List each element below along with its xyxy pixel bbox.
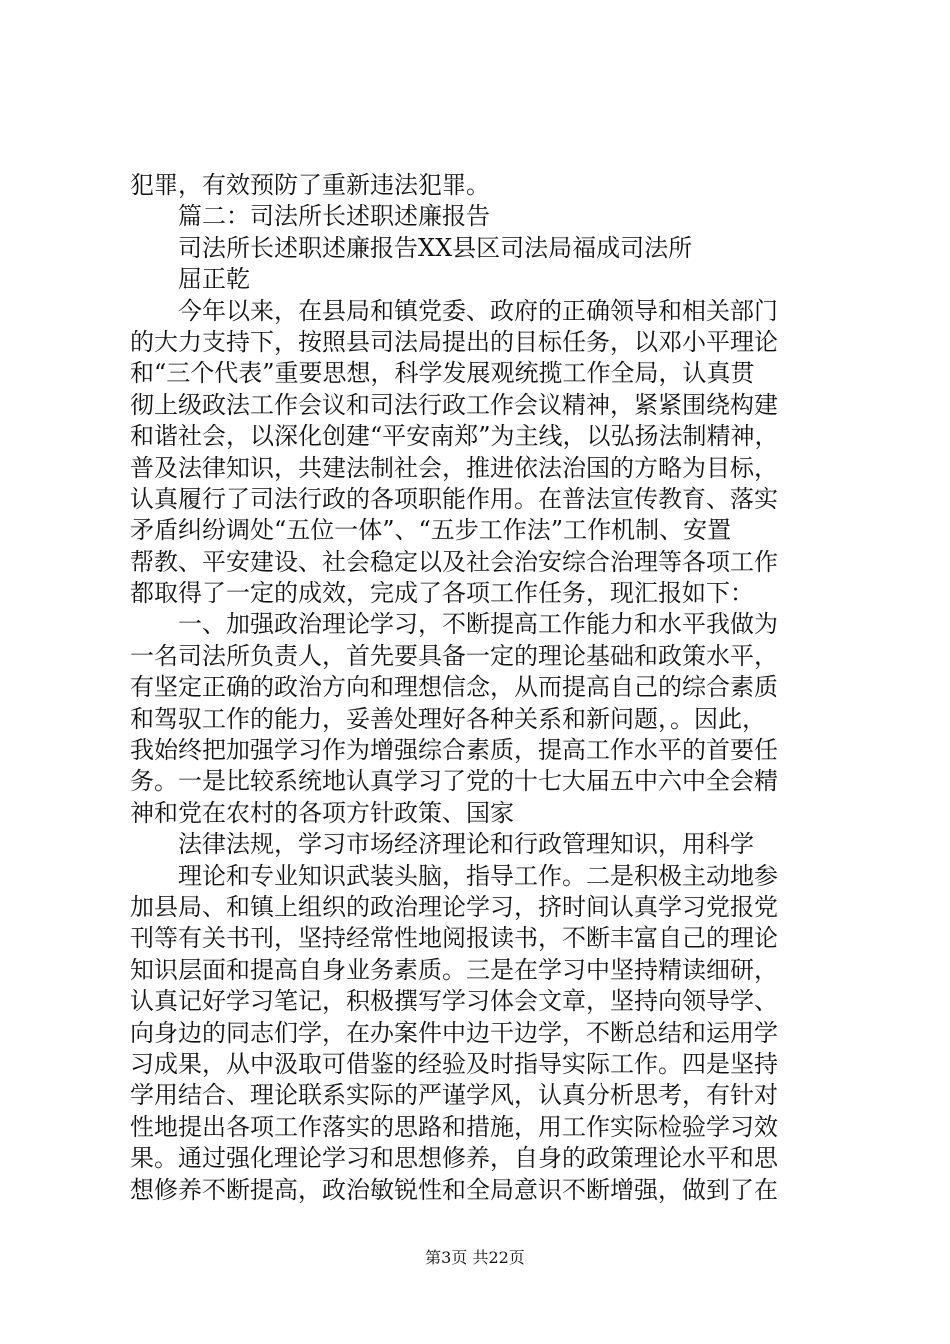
text-line: 法律法规，学习市场经济理论和行政管理知识，用科学 (178, 830, 754, 859)
text-line: 和驾驭工作的能力，妥善处理好各种关系和新问题，。因此， (130, 704, 766, 733)
text-line: 学用结合、理论联系实际的严谨学风，认真分析思考，有针对 (130, 1081, 778, 1110)
text-line: 果。通过强化理论学习和思想修养，自身的政策理论水平和思 (130, 1144, 778, 1173)
text-line: 加县局、和镇上组织的政治理论学习，挤时间认真学习党报党 (130, 892, 778, 921)
text-line: 务。一是比较系统地认真学习了党的十七大届五中六中全会精 (130, 767, 778, 796)
document-body (130, 170, 845, 1206)
text-line: 我始终把加强学习作为增强综合素质，提高工作水平的首要任 (130, 736, 778, 765)
text-line: 认真履行了司法行政的各项职能作用。在普法宣传教育、落实 (130, 484, 778, 513)
text-line: 一、加强政治理论学习，不断提高工作能力和水平我做为 (178, 610, 778, 639)
text-line: 屈正乾 (178, 265, 250, 294)
text-line: 篇二：司法所长述职述廉报告 (178, 202, 490, 231)
page-footer: 第3页 共22页 (425, 1248, 525, 1267)
text-line: 司法所长述职述廉报告XX县区司法局福成司法所 (178, 233, 693, 262)
text-line: 神和党在农村的各项方针政策、国家 (130, 798, 514, 827)
text-line: 有坚定正确的政治方向和理想信念，从而提高自己的综合素质 (130, 673, 778, 702)
text-line: 和谐社会，以深化创建“平安南郑”为主线，以弘扬法制精神， (130, 422, 779, 451)
text-line: 知识层面和提高自身业务素质。三是在学习中坚持精读细研， (130, 955, 778, 984)
text-line: 的大力支持下，按照县司法局提出的目标任务，以邓小平理论 (130, 327, 778, 356)
text-line: 刊等有关书刊，坚持经常性地阅报读书，不断丰富自己的理论 (130, 924, 778, 953)
text-line: 和“三个代表”重要思想，科学发展观统揽工作全局，认真贯 (130, 359, 755, 388)
text-line: 习成果，从中汲取可借鉴的经验及时指导实际工作。四是坚持 (130, 1049, 778, 1078)
text-line: 犯罪，有效预防了重新违法犯罪。 (130, 171, 490, 199)
text-line: 帮教、平安建设、社会稳定以及社会治安综合治理等各项工作 (130, 547, 778, 576)
text-line: 想修养不断提高，政治敏锐性和全局意识不断增强，做到了在 (130, 1175, 778, 1204)
text-line: 理论和专业知识武装头脑，指导工作。二是积极主动地参 (178, 861, 778, 890)
text-line: 认真记好学习笔记，积极撰写学习体会文章，坚持向领导学、 (130, 987, 778, 1016)
text-line: 普及法律知识，共建法制社会，推进依法治国的方略为目标， (130, 453, 778, 482)
text-line: 矛盾纠纷调处“五位一体”、“五步工作法”工作机制、安置 (130, 516, 732, 545)
text-line: 彻上级政法工作会议和司法行政工作会议精神，紧紧围绕构建 (130, 390, 778, 419)
text-line: 都取得了一定的成效，完成了各项工作任务，现汇报如下： (130, 579, 754, 608)
text-line: 今年以来，在县局和镇党委、政府的正确领导和相关部门 (178, 296, 778, 325)
text-line: 性地提出各项工作落实的思路和措施，用工作实际检验学习效 (130, 1112, 778, 1141)
text-line: 一名司法所负责人，首先要具备一定的理论基础和政策水平， (130, 641, 778, 670)
text-line: 向身边的同志们学，在办案件中边干边学，不断总结和运用学 (130, 1018, 778, 1047)
